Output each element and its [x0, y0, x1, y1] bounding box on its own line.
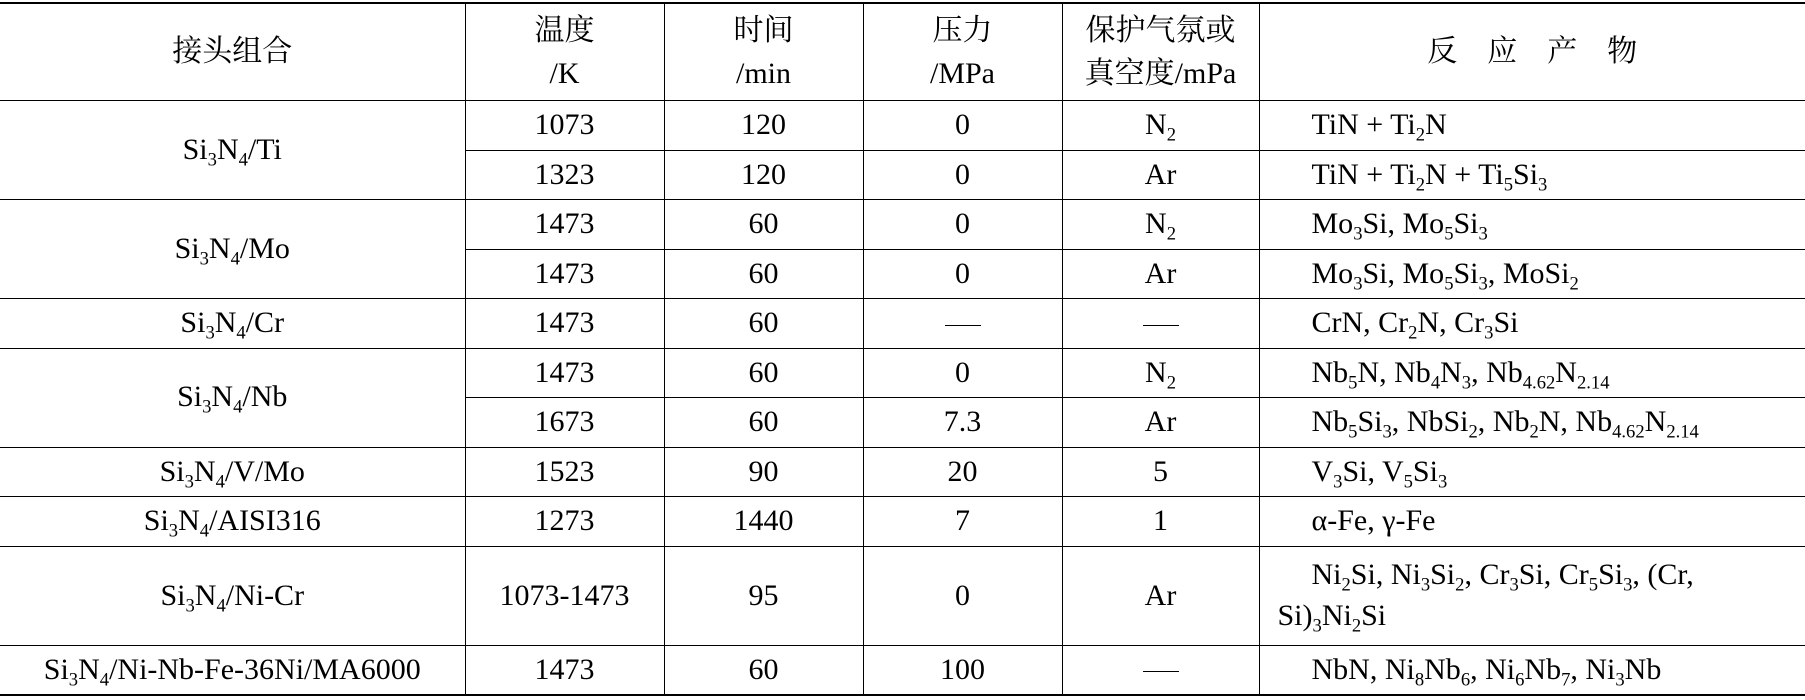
- header-line: 温度: [534, 13, 595, 47]
- atmosphere-cell: [1062, 299, 1259, 349]
- atmosphere-cell: Ar: [1062, 150, 1259, 200]
- product-cell: TiN + $Ti_2N$: [1259, 101, 1805, 151]
- pressure-cell: 7.3: [863, 398, 1062, 448]
- atmosphere-cell: $N_2$: [1062, 348, 1259, 398]
- time-cell: 120: [664, 101, 863, 151]
- table-row: [0, 497, 1805, 547]
- product-cell: α-Fe, γ-Fe: [1259, 497, 1805, 547]
- header-line: 保护气氛或: [1085, 13, 1236, 47]
- pressure-header: [863, 3, 1062, 101]
- product-cell: CrN, $Cr_2N$, $Cr_3Si$: [1259, 299, 1805, 349]
- header-unit: /K: [549, 57, 580, 90]
- time-cell: 60: [664, 249, 863, 299]
- temperature-cell: 1473: [465, 200, 664, 250]
- time-cell: 60: [664, 398, 863, 448]
- temperature-cell: 1473: [465, 348, 664, 398]
- joint-cell: $Si_3N_4/Ni-Cr$: [0, 546, 465, 645]
- joint-cell: $Si_3N_4/V/Mo$: [0, 447, 465, 497]
- temperature-header: [465, 3, 664, 101]
- table-header-row: [0, 3, 1805, 101]
- pressure-cell: 7: [863, 497, 1062, 547]
- atmosphere-cell: $N_2$: [1062, 200, 1259, 250]
- temperature-cell: 1073: [465, 101, 664, 151]
- header-line: 接头组合: [172, 35, 293, 69]
- table-row: [0, 546, 1805, 645]
- atmosphere-cell: $N_2$: [1062, 101, 1259, 151]
- temperature-cell: 1473: [465, 299, 664, 349]
- atmosphere-cell: Ar: [1062, 546, 1259, 645]
- temperature-cell: 1273: [465, 497, 664, 547]
- product-cell: $Ni_2Si$, $Ni_3Si_2$, $Cr_3Si$, $Cr_5Si_3$, (Cr, $Si)_3Ni_2Si$: [1259, 546, 1805, 645]
- pressure-cell: 0: [863, 348, 1062, 398]
- table-row: [0, 200, 1805, 250]
- table-row: [0, 645, 1805, 695]
- joint-cell: $Si_3N_4/Cr$: [0, 299, 465, 349]
- joint-cell: $Si_3N_4/Mo$: [0, 200, 465, 299]
- atmosphere-cell: 5: [1062, 447, 1259, 497]
- header-line: 压力: [932, 13, 993, 47]
- product-cell: $Mo_3Si$, $Mo_5Si_3$, MoSi$_2$: [1259, 249, 1805, 299]
- joint-cell: $Si_3N_4/Ni-Nb-Fe-36Ni/MA6000$: [0, 645, 465, 695]
- time-cell: 120: [664, 150, 863, 200]
- atmosphere-cell: Ar: [1062, 249, 1259, 299]
- joint-cell: $Si_3N_4/Nb$: [0, 348, 465, 447]
- joint-header: [0, 3, 465, 101]
- temperature-cell: 1323: [465, 150, 664, 200]
- pressure-cell: 0: [863, 150, 1062, 200]
- header-line: 时间: [733, 13, 794, 47]
- atmosphere-cell: Ar: [1062, 398, 1259, 448]
- table-body: [0, 101, 1805, 696]
- pressure-cell: 100: [863, 645, 1062, 695]
- pressure-cell: 0: [863, 546, 1062, 645]
- product-cell: TiN + $Ti_2N + Ti_5Si_3$: [1259, 150, 1805, 200]
- time-cell: 60: [664, 200, 863, 250]
- pressure-cell: 0: [863, 101, 1062, 151]
- dash-mark: [1143, 325, 1179, 326]
- atmosphere-cell: 1: [1062, 497, 1259, 547]
- product-cell: $Nb_5Si_3$, NbSi$_2$, $Nb_2N$, $Nb_{4.62}N_{2.14}$: [1259, 398, 1805, 448]
- time-cell: 60: [664, 299, 863, 349]
- temperature-cell: 1523: [465, 447, 664, 497]
- pressure-cell: [863, 299, 1062, 349]
- time-cell: 60: [664, 348, 863, 398]
- header-unit: /MPa: [929, 57, 995, 90]
- temperature-cell: 1473: [465, 645, 664, 695]
- table-row: [0, 101, 1805, 151]
- table-row: [0, 299, 1805, 349]
- product-cell: $Mo_3Si$, $Mo_5Si_3$: [1259, 200, 1805, 250]
- product-cell: $V_3Si$, $V_5Si_3$: [1259, 447, 1805, 497]
- joint-cell: $Si_3N_4/AISI316$: [0, 497, 465, 547]
- pressure-cell: 0: [863, 249, 1062, 299]
- dash-mark: [1143, 671, 1179, 672]
- joint-cell: $Si_3N_4/Ti$: [0, 101, 465, 200]
- time-cell: 95: [664, 546, 863, 645]
- product-header: [1259, 3, 1805, 101]
- table-row: [0, 447, 1805, 497]
- temperature-cell: 1473: [465, 249, 664, 299]
- header-unit: /min: [735, 57, 791, 90]
- header-unit: 真空度/mPa: [1084, 57, 1237, 90]
- temperature-cell: 1073-1473: [465, 546, 664, 645]
- time-cell: 60: [664, 645, 863, 695]
- product-cell: $Nb_5N$, $Nb_4N_3$, $Nb_{4.62}N_{2.14}$: [1259, 348, 1805, 398]
- pressure-cell: 20: [863, 447, 1062, 497]
- time-cell: 90: [664, 447, 863, 497]
- table-row: [0, 348, 1805, 398]
- temperature-cell: 1673: [465, 398, 664, 448]
- pressure-cell: 0: [863, 200, 1062, 250]
- time-cell: 1440: [664, 497, 863, 547]
- product-cell: NbN, $Ni_8Nb_6$, $Ni_6Nb_7$, $Ni_3Nb$: [1259, 645, 1805, 695]
- atmosphere-header: [1062, 3, 1259, 101]
- header-line: 反 应 产 物: [1427, 35, 1638, 69]
- atmosphere-cell: [1062, 645, 1259, 695]
- time-header: [664, 3, 863, 101]
- dash-mark: [945, 325, 981, 326]
- reaction-products-table: [0, 2, 1805, 696]
